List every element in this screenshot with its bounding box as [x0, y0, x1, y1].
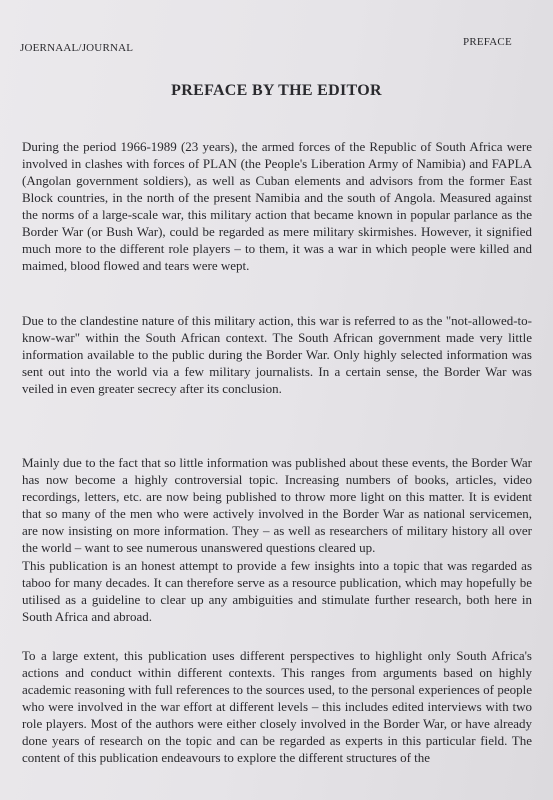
running-header-section: PREFACE — [463, 36, 512, 48]
paragraph-4: This publication is an honest attempt to provide a few insights into a topic that was regarded as taboo for many decades. It can therefore serve as a resource publication, which may hopefully be utilised as a guideline to clear up any ambiguities and stimulate further research, both here in South Africa and abroad. — [22, 558, 532, 624]
paragraph-5: To a large extent, this publication uses different perspectives to highlight only South Africa's actions and conduct within different contexts. This ranges from arguments based on highly academic reasoning with full references to the sources used, to the personal experiences of people who were involved in the war effort at different levels – this includes edited interviews with two role players. Most of the authors were either closely involved in the Border War, or have already done years of research on the topic and can be regarded as experts in this particular field. The content of this publication endeavours to explore the different structures of the — [22, 648, 532, 765]
running-header-journal: JOERNAAL/JOURNAL — [20, 42, 134, 54]
paragraph-2: Due to the clandestine nature of this military action, this war is referred to as the "not-allowed-to-know-war" within the South African context. The South African government made very little information available to the public during the Border War. Only highly selected information was sent out into the world via a few military journalists. In a certain sense, the Border War was veiled in even greater secrecy after its conclusion. — [22, 313, 532, 396]
paragraph-1: During the period 1966-1989 (23 years), the armed forces of the Republic of South Africa were involved in clashes with forces of PLAN (the People's Liberation Army of Namibia) and FAPLA (Angolan government soldiers), as well as Cuban elements and advisors from the former East Block countries, in the north of the present Namibia and the south of Angola. Measured against the norms of a large-scale war, this military action that became known in popular parlance as the Border War (or Bush War), could be regarded as mere military skirmishes. However, it signified much more to the different role players – to them, it was a war in which people were killed and maimed, blood flowed and tears were wept. — [22, 139, 532, 273]
paragraph-3: Mainly due to the fact that so little information was published about these events, the Border War has now become a highly controversial topic. Increasing numbers of books, articles, video recordings, letters, etc. are now being published to throw more light on this matter. It is evident that so many of the men who were actively involved in the Border War as national servicemen, are now insisting on more information. They – as well as researchers of military history all over the world – want to see numerous unanswered questions cleared up. — [22, 455, 532, 555]
page-title: PREFACE BY THE EDITOR — [171, 82, 382, 99]
